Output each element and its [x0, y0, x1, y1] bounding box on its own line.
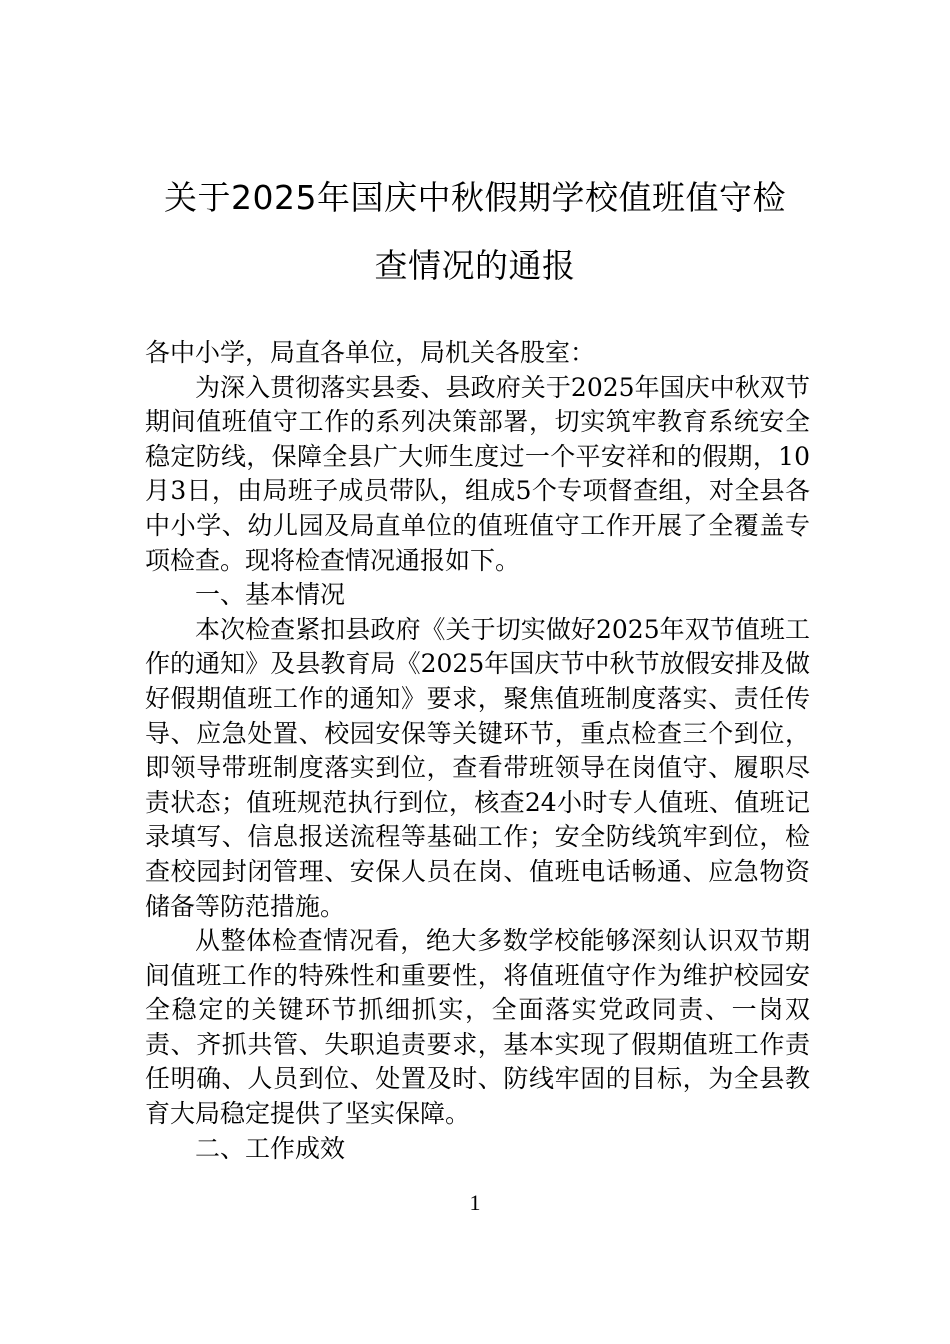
inspection-content-paragraph: 本次检查紧扣县政府《关于切实做好2025年双节值班工作的通知》及县教育局《2025年国庆节中秋节放假安排及做好假期值班工作的通知》要求，聚焦值班制度落实、责任传导、应急处置、校园安保等关键环节，重点检查三个到位，即领导带班制度落实到位，查看带班领导在岗值守、履职尽责状态；值班规范执行到位，核查24小时专人值班、值班记录填写、信息报送流程等基础工作；安全防线筑牢到位，检查校园封闭管理、安保人员在岗、值班电话畅通、应急物资储备等防范措施。 — [145, 614, 810, 921]
intro-paragraph: 为深入贯彻落实县委、县政府关于2025年国庆中秋双节期间值班值守工作的系列决策部署，切实筑牢教育系统安全稳定防线，保障全县广大师生度过一个平安祥和的假期，10月3日，由局班子成员带队，组成5个专项督查组，对全县各中小学、幼儿园及局直单位的值班值守工作开展了全覆盖专项检查。现将检查情况通报如下。 — [145, 372, 810, 575]
overall-assessment-paragraph: 从整体检查情况看，绝大多数学校能够深刻认识双节期间值班工作的特殊性和重要性，将值班值守作为维护校园安全稳定的关键环节抓细抓实，全面落实党政同责、一岗双责、齐抓共管、失职追责要求，基本实现了假期值班工作责任明确、人员到位、处置及时、防线牢固的目标，为全县教育大局稳定提供了坚实保障。 — [145, 926, 810, 1129]
page-number: 1 — [469, 1190, 481, 1215]
document-body — [145, 336, 810, 1166]
section-heading-basic-situation: 一、基本情况 — [195, 580, 346, 610]
document-title-line-1: 关于2025年国庆中秋假期学校值班值守检 — [164, 178, 786, 217]
section-heading-work-results: 二、工作成效 — [195, 1133, 346, 1163]
salutation: 各中小学，局直各单位，局机关各股室： — [145, 338, 596, 367]
document-title-line-2: 查情况的通报 — [374, 246, 576, 285]
